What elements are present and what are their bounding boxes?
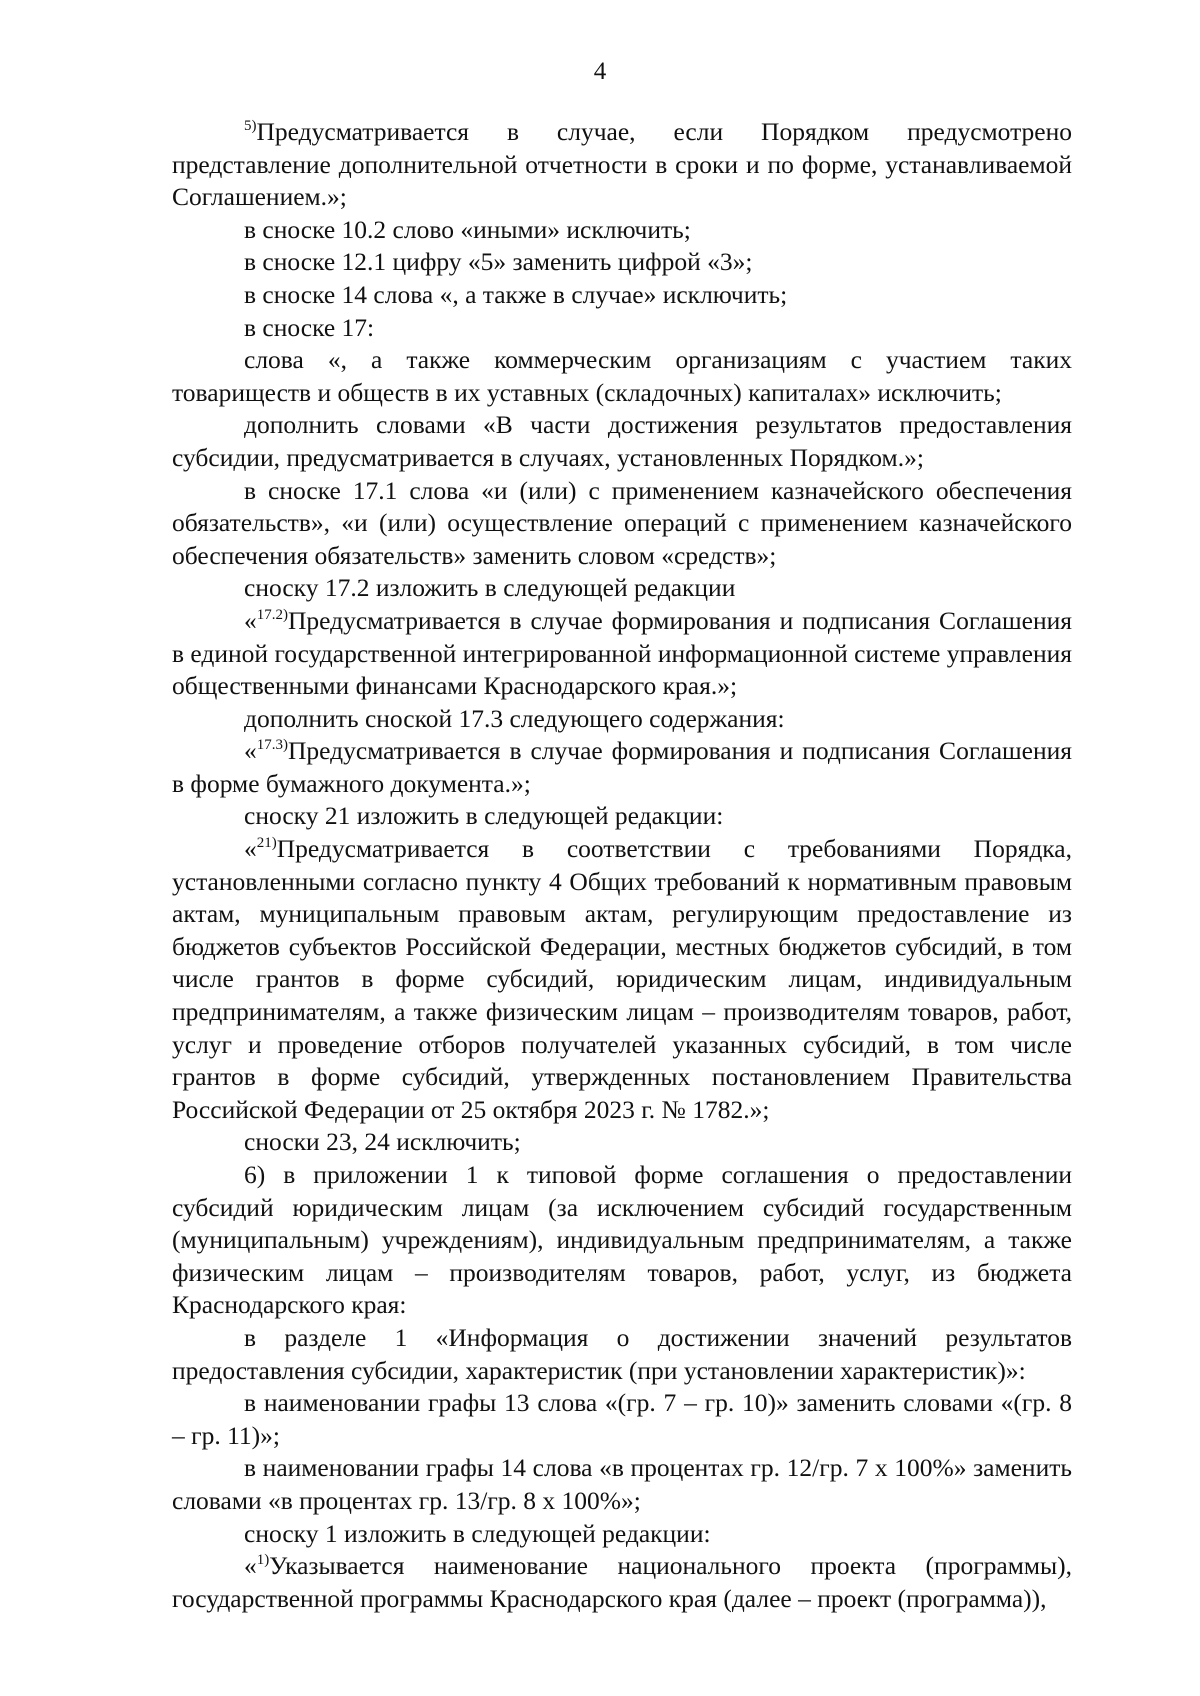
- opening-quote: «: [244, 605, 257, 635]
- opening-quote: «: [244, 1551, 257, 1581]
- footnote-marker: 5): [244, 118, 257, 134]
- paragraph: [172, 1159, 1072, 1322]
- paragraph: [172, 800, 1072, 833]
- paragraph: [172, 214, 1072, 247]
- paragraph: [172, 344, 1072, 409]
- paragraph: [172, 605, 1072, 703]
- opening-quote: «: [244, 834, 257, 864]
- page-number: 4: [593, 58, 607, 85]
- paragraph: [172, 833, 1072, 1126]
- paragraph-text: дополнить сноской 17.3 следующего содержания:: [244, 703, 785, 733]
- paragraph-text: Предусматривается в случае, если Порядком предусмотрено представление дополнительной отчетности в сроки и по форме, устанавливаемой Соглашением.»;: [172, 117, 1072, 212]
- paragraph: [172, 1126, 1072, 1159]
- paragraph-text: в сноске 10.2 слово «иными» исключить;: [244, 214, 691, 244]
- paragraph: [172, 279, 1072, 312]
- paragraph-text: в сноске 14 слова «, а также в случае» исключить;: [244, 279, 788, 309]
- paragraph: [172, 246, 1072, 279]
- paragraph: [172, 1518, 1072, 1551]
- paragraph-text: в сноске 12.1 цифру «5» заменить цифрой «3»;: [244, 247, 753, 277]
- paragraph-text: в сноске 17:: [244, 312, 375, 342]
- paragraph-text: 6) в приложении 1 к типовой форме соглашения о предоставлении субсидий юридическим лицам (за исключением субсидий государственным (муниципальным) учреждениям), индивидуальным предпринимателям, а также физическим лицам – производителям товаров, работ, услуг, из бюджета Краснодарского края:: [172, 1160, 1072, 1320]
- paragraph: [172, 735, 1072, 800]
- paragraph: [172, 1387, 1072, 1452]
- paragraph-text: сноску 21 изложить в следующей редакции:: [244, 801, 724, 831]
- document-body: [172, 116, 1072, 1615]
- paragraph: [172, 1550, 1072, 1615]
- opening-quote: «: [244, 736, 257, 766]
- paragraph: [172, 572, 1072, 605]
- paragraph: [172, 116, 1072, 214]
- paragraph-text: Указывается наименование национального проекта (программы), государственной программы Краснодарского края (далее – проект (программа)),: [172, 1551, 1072, 1613]
- paragraph-text: слова «, а также коммерческим организациям с участием таких товариществ и обществ в их уставных (складочных) капиталах» исключить;: [172, 345, 1072, 407]
- paragraph-text: Предусматривается в соответствии с требованиями Порядка, установленными согласно пункту 4 Общих требований к нормативным правовым актам, муниципальным правовым актам, регулирующим предоставление из бюджетов субъектов Российской Федерации, местных бюджетов субсидий, в том числе грантов в форме субсидий, юридическим лицам, индивидуальным предпринимателям, а также физическим лицам – производителям товаров, работ, услуг и проведение отборов получателей указанных субсидий, в том числе грантов в форме субсидий, утвержденных постановлением Правительства Российской Федерации от 25 октября 2023 г. № 1782.»;: [172, 834, 1072, 1124]
- paragraph: [172, 1322, 1072, 1387]
- footnote-marker: 17.2): [256, 606, 288, 623]
- paragraph-text: сноску 1 изложить в следующей редакции:: [244, 1518, 711, 1548]
- paragraph-text: в сноске 17.1 слова «и (или) с применением казначейского обеспечения обязательств», «и (или) осуществление операций с применением казначейского обеспечения обязательств» заменить словом «средств»;: [172, 475, 1072, 570]
- paragraph-text: Предусматривается в случае формирования и подписания Соглашения в единой государственной интегрированной информационной системе управления общественными финансами Краснодарского края.»;: [172, 605, 1072, 701]
- footnote-marker: 17.3): [256, 737, 288, 754]
- paragraph: [172, 312, 1072, 345]
- footnote-marker: 1): [256, 1552, 270, 1569]
- paragraph-text: сноску 17.2 изложить в следующей редакции: [244, 573, 736, 603]
- paragraph: [172, 1452, 1072, 1517]
- paragraph-text: дополнить словами «В части достижения результатов предоставления субсидии, предусматривается в случаях, установленных Порядком.»;: [172, 410, 1072, 472]
- paragraph: [172, 475, 1072, 573]
- paragraph-text: в разделе 1 «Информация о достижении значений результатов предоставления субсидии, характеристик (при установлении характеристик)»:: [172, 1322, 1072, 1385]
- paragraph-text: в наименовании графы 13 слова «(гр. 7 – гр. 10)» заменить словами «(гр. 8 – гр. 11)»;: [172, 1388, 1072, 1450]
- footnote-marker: 21): [256, 835, 277, 852]
- paragraph-text: сноски 23, 24 исключить;: [244, 1127, 521, 1157]
- paragraph-text: Предусматривается в случае формирования и подписания Соглашения в форме бумажного документа.»;: [172, 736, 1072, 798]
- paragraph: [172, 409, 1072, 474]
- paragraph: [172, 703, 1072, 736]
- paragraph-text: в наименовании графы 14 слова «в процентах гр. 12/гр. 7 х 100%» заменить словами «в процентах гр. 13/гр. 8 х 100%»;: [172, 1453, 1072, 1515]
